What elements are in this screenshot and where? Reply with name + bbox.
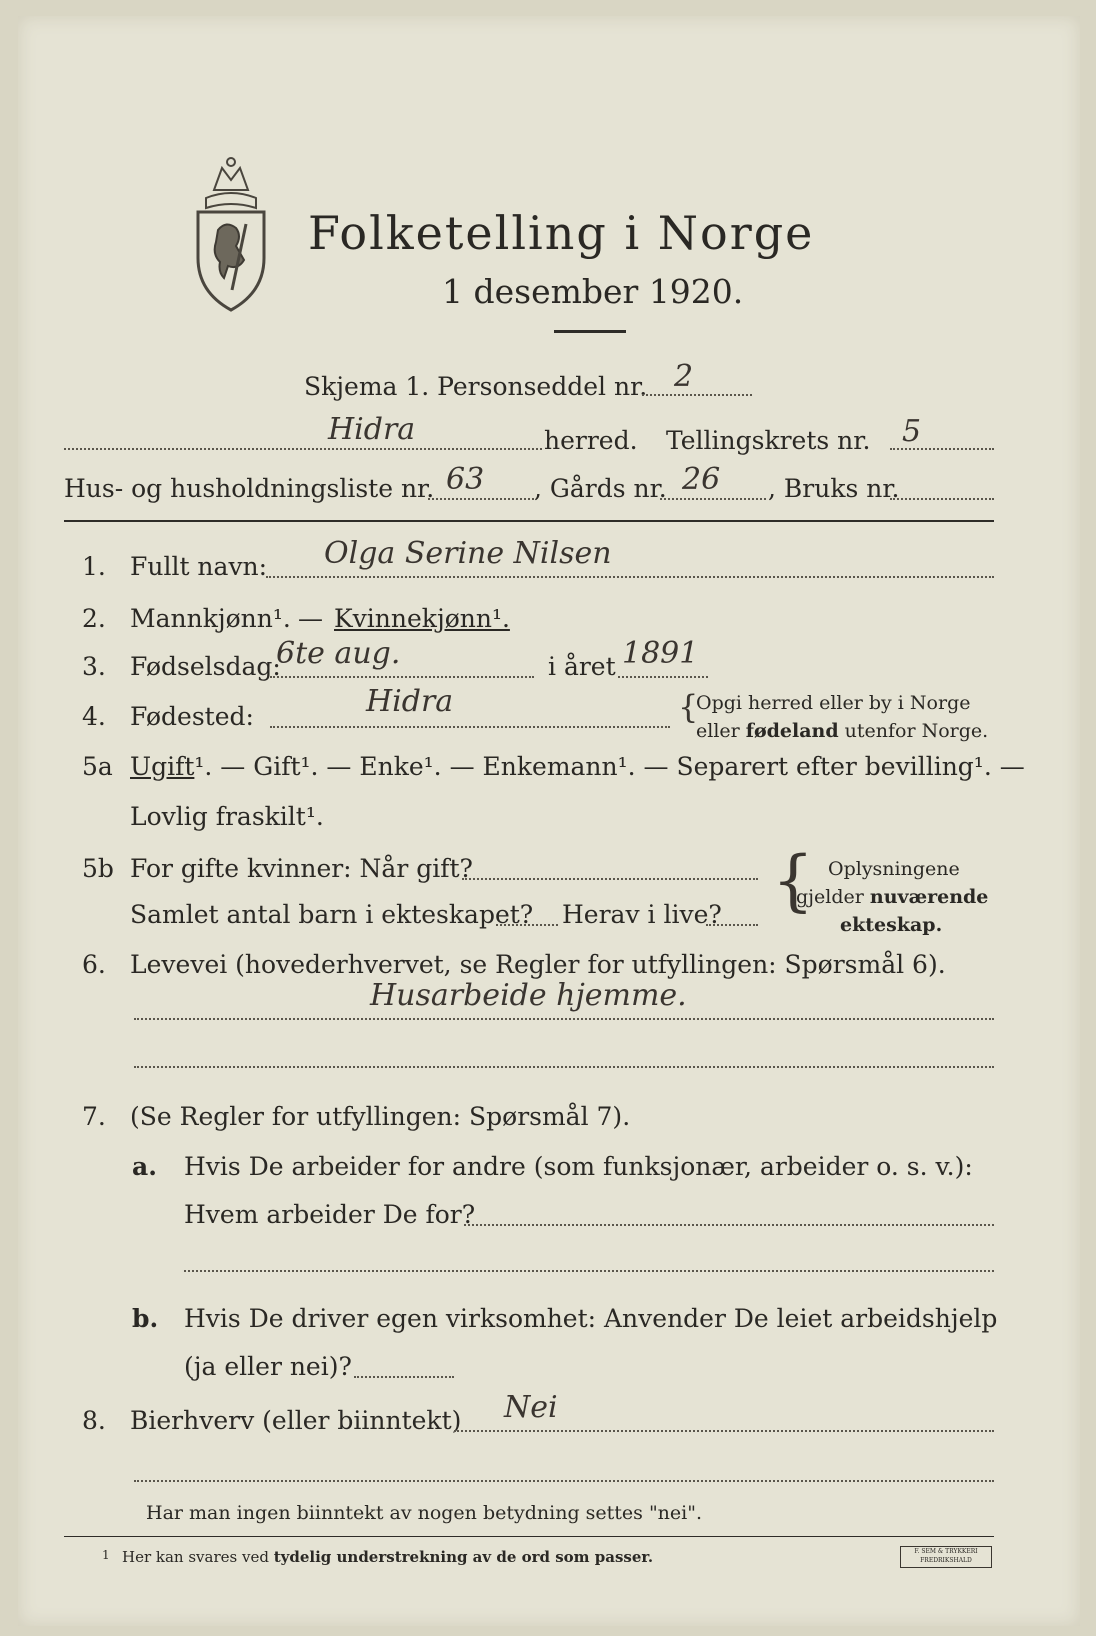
employer-label: Hvem arbeider De for?	[184, 1200, 476, 1229]
hus-nr-value[interactable]: 63	[446, 462, 485, 497]
gards-label: , Gårds nr.	[534, 474, 667, 503]
birthplace-note-1: Opgi herred eller by i Norge	[696, 692, 971, 714]
herred-field[interactable]	[64, 448, 542, 450]
q8-number: 8.	[82, 1406, 106, 1435]
printer-mark-line-1: F. SEM & TRYKKERI	[914, 1548, 978, 1555]
q7b-question: Hvis De driver egen virksomhet: Anvender De leiet arbeidshjelp	[184, 1304, 998, 1333]
children-alive-field[interactable]	[706, 924, 758, 926]
birth-year-value[interactable]: 1891	[622, 636, 699, 671]
children-alive-label: Herav i live?	[562, 900, 722, 929]
marital-ugift-option[interactable]: Ugift	[130, 752, 195, 781]
herred-label: herred.	[544, 426, 638, 455]
title-divider	[554, 330, 626, 333]
q7-number: 7.	[82, 1102, 106, 1131]
marriage-note-1: Oplysningene	[828, 858, 960, 880]
occupation-field-2[interactable]	[134, 1066, 994, 1068]
q2-number: 2.	[82, 604, 106, 633]
hus-nr-field[interactable]	[428, 498, 534, 500]
personseddel-nr-value[interactable]: 2	[674, 359, 694, 394]
brace-icon: {	[772, 842, 814, 919]
full-name-field[interactable]	[266, 576, 994, 578]
occupation-field-1[interactable]	[134, 1018, 994, 1020]
q7-label: (Se Regler for utfyllingen: Spørsmål 7).	[130, 1102, 631, 1131]
gender-separator: —	[298, 604, 323, 633]
birth-year-field[interactable]	[618, 676, 708, 678]
side-income-label: Bierhverv (eller biinntekt)	[130, 1406, 462, 1435]
side-income-field-2[interactable]	[134, 1480, 994, 1482]
hired-help-field[interactable]	[354, 1376, 454, 1378]
gender-male-option[interactable]: Mannkjønn¹.	[130, 604, 291, 633]
married-when-label: For gifte kvinner: Når gift?	[130, 854, 473, 883]
married-when-field[interactable]	[462, 878, 758, 880]
tellingskrets-nr-value[interactable]: 5	[902, 414, 922, 449]
brace-icon: {	[678, 688, 699, 726]
q5b-number: 5b	[82, 854, 114, 883]
employer-field[interactable]	[464, 1224, 994, 1226]
tellingskrets-label: Tellingskrets nr.	[666, 426, 871, 455]
occupation-label: Levevei (hovederhvervet, se Regler for utfyllingen: Spørsmål 6).	[130, 950, 946, 979]
census-date: 1 desember 1920.	[442, 272, 744, 311]
bruks-nr-field[interactable]	[890, 498, 994, 500]
hired-help-label: (ja eller nei)?	[184, 1352, 352, 1381]
tellingskrets-nr-field[interactable]	[890, 448, 994, 450]
birthplace-field[interactable]	[270, 726, 670, 728]
q4-label: Fødested:	[130, 702, 254, 731]
side-income-value[interactable]: Nei	[504, 1390, 558, 1425]
birth-year-label: i året	[548, 652, 616, 681]
q5a-number: 5a	[82, 752, 113, 781]
bruks-label: , Bruks nr.	[768, 474, 900, 503]
marriage-note-3: ekteskap.	[840, 914, 943, 936]
skjema-label: Skjema 1. Personseddel nr.	[304, 372, 648, 401]
children-count-label: Samlet antal barn i ekteskapet?	[130, 900, 534, 929]
personseddel-nr-field[interactable]	[642, 394, 752, 396]
full-name-value[interactable]: Olga Serine Nilsen	[324, 536, 612, 571]
footnote-text: Her kan svares ved tydelig understrekning av de ord som passer.	[122, 1548, 654, 1566]
side-income-note: Har man ingen biinntekt av nogen betydning settes "nei".	[146, 1502, 703, 1524]
birthday-value[interactable]: 6te aug.	[276, 636, 401, 671]
q4-number: 4.	[82, 702, 106, 731]
marital-status-options[interactable]: Ugift¹. — Gift¹. — Enke¹. — Enkemann¹. — Separert efter bevilling¹. —	[130, 752, 1025, 781]
q1-label: Fullt navn:	[130, 552, 268, 581]
birthday-field[interactable]	[270, 676, 534, 678]
q1-number: 1.	[82, 552, 106, 581]
occupation-value[interactable]: Husarbeide hjemme.	[370, 978, 687, 1013]
header-rule	[64, 520, 994, 522]
census-form	[18, 16, 1080, 1626]
marriage-note-2: gjelder nuværende	[796, 886, 989, 908]
marital-fraskilt-option[interactable]: Lovlig fraskilt¹.	[130, 802, 324, 831]
gender-female-option[interactable]: Kvinnekjønn¹.	[334, 604, 510, 633]
birthplace-note-2: eller fødeland utenfor Norge.	[696, 720, 989, 742]
printer-mark	[900, 1546, 992, 1568]
side-income-field[interactable]	[454, 1430, 994, 1432]
printer-mark-line-2: FREDRIKSHALD	[920, 1557, 972, 1564]
q6-number: 6.	[82, 950, 106, 979]
q3-label: Fødselsdag:	[130, 652, 281, 681]
norway-coat-of-arms-icon	[184, 150, 278, 320]
q7b-letter: b.	[132, 1304, 159, 1333]
birthplace-value[interactable]: Hidra	[366, 684, 454, 719]
footnote-mark: 1	[102, 1548, 110, 1562]
herred-value[interactable]: Hidra	[328, 412, 416, 447]
q3-number: 3.	[82, 652, 106, 681]
gards-nr-value[interactable]: 26	[682, 462, 721, 497]
q7a-letter: a.	[132, 1152, 157, 1181]
hus-label: Hus- og husholdningsliste nr.	[64, 474, 435, 503]
children-count-field[interactable]	[496, 924, 558, 926]
q7a-question: Hvis De arbeider for andre (som funksjonær, arbeider o. s. v.):	[184, 1152, 973, 1181]
form-title: Folketelling i Norge	[308, 206, 815, 260]
employer-field-2[interactable]	[184, 1270, 994, 1272]
gards-nr-field[interactable]	[660, 498, 766, 500]
footer-rule	[64, 1536, 994, 1537]
